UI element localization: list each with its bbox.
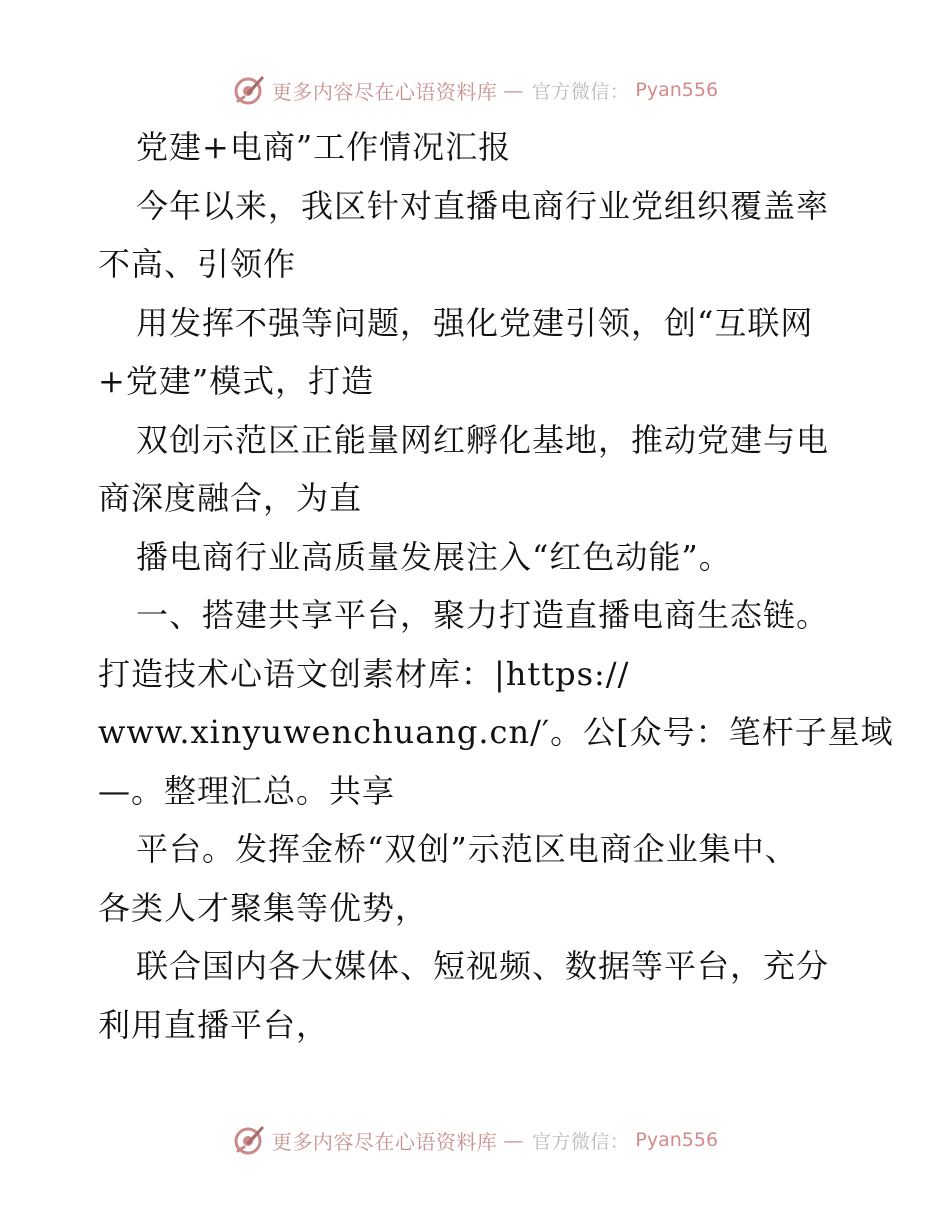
paragraph-line: 播电商行业高质量发展注入“红色动能”。	[136, 537, 732, 576]
section-heading: 一、搭建共享平台，聚力打造直播电商生态链。	[136, 596, 830, 634]
paragraph-line: 今年以来，我区针对直播电商行业党组织覆盖率	[136, 186, 830, 225]
paragraph-line: 用发挥不强等问题，强化党建引领，创“互联网	[136, 303, 814, 342]
footer-watermark	[0, 1120, 950, 1160]
header-brand-text: 更多内容尽在心语资料库	[271, 79, 498, 104]
header-watermark	[0, 70, 950, 110]
document-body	[98, 118, 894, 1054]
paragraph-line: +党建”模式，打造	[98, 362, 375, 400]
footer-separator: —	[503, 1128, 524, 1152]
footer-watermark-group	[232, 1123, 718, 1157]
footer-brand-text: 更多内容尽在心语资料库	[271, 1129, 498, 1154]
paragraph-line: 商深度融合，为直	[98, 479, 363, 517]
header-wechat-label: 官方微信：	[531, 80, 630, 103]
header-watermark-group	[232, 73, 718, 107]
paragraph-line: www.xinyuwenchuang.cn/′。公[众号：笔杆子星域	[98, 713, 894, 751]
paragraph-line: 各类人才聚集等优势，	[98, 888, 429, 927]
paragraph-line: 双创示范区正能量网红孵化基地，推动党建与电	[136, 420, 830, 459]
paragraph-line: 联合国内各大媒体、短视频、数据等平台，充分	[136, 947, 830, 985]
paragraph-line: 利用直播平台，	[98, 1005, 330, 1044]
paragraph-line: —。整理汇总。共享	[98, 771, 396, 810]
footer-wechat-id: Pyan556	[635, 1129, 719, 1151]
footer-wechat-label: 官方微信：	[531, 1130, 630, 1153]
paragraph-line: 不高、引领作	[98, 245, 297, 283]
document-title: 党建+电商”工作情况汇报	[136, 128, 512, 166]
header-wechat-id: Pyan556	[635, 79, 719, 101]
quill-circle-icon	[232, 73, 266, 107]
paragraph-line: 平台。发挥金桥“双创”示范区电商企业集中、	[136, 830, 798, 868]
header-separator: —	[503, 78, 524, 102]
quill-circle-icon	[232, 1123, 266, 1157]
paragraph-line: 打造技术心语文创素材库：|https://	[98, 654, 630, 693]
